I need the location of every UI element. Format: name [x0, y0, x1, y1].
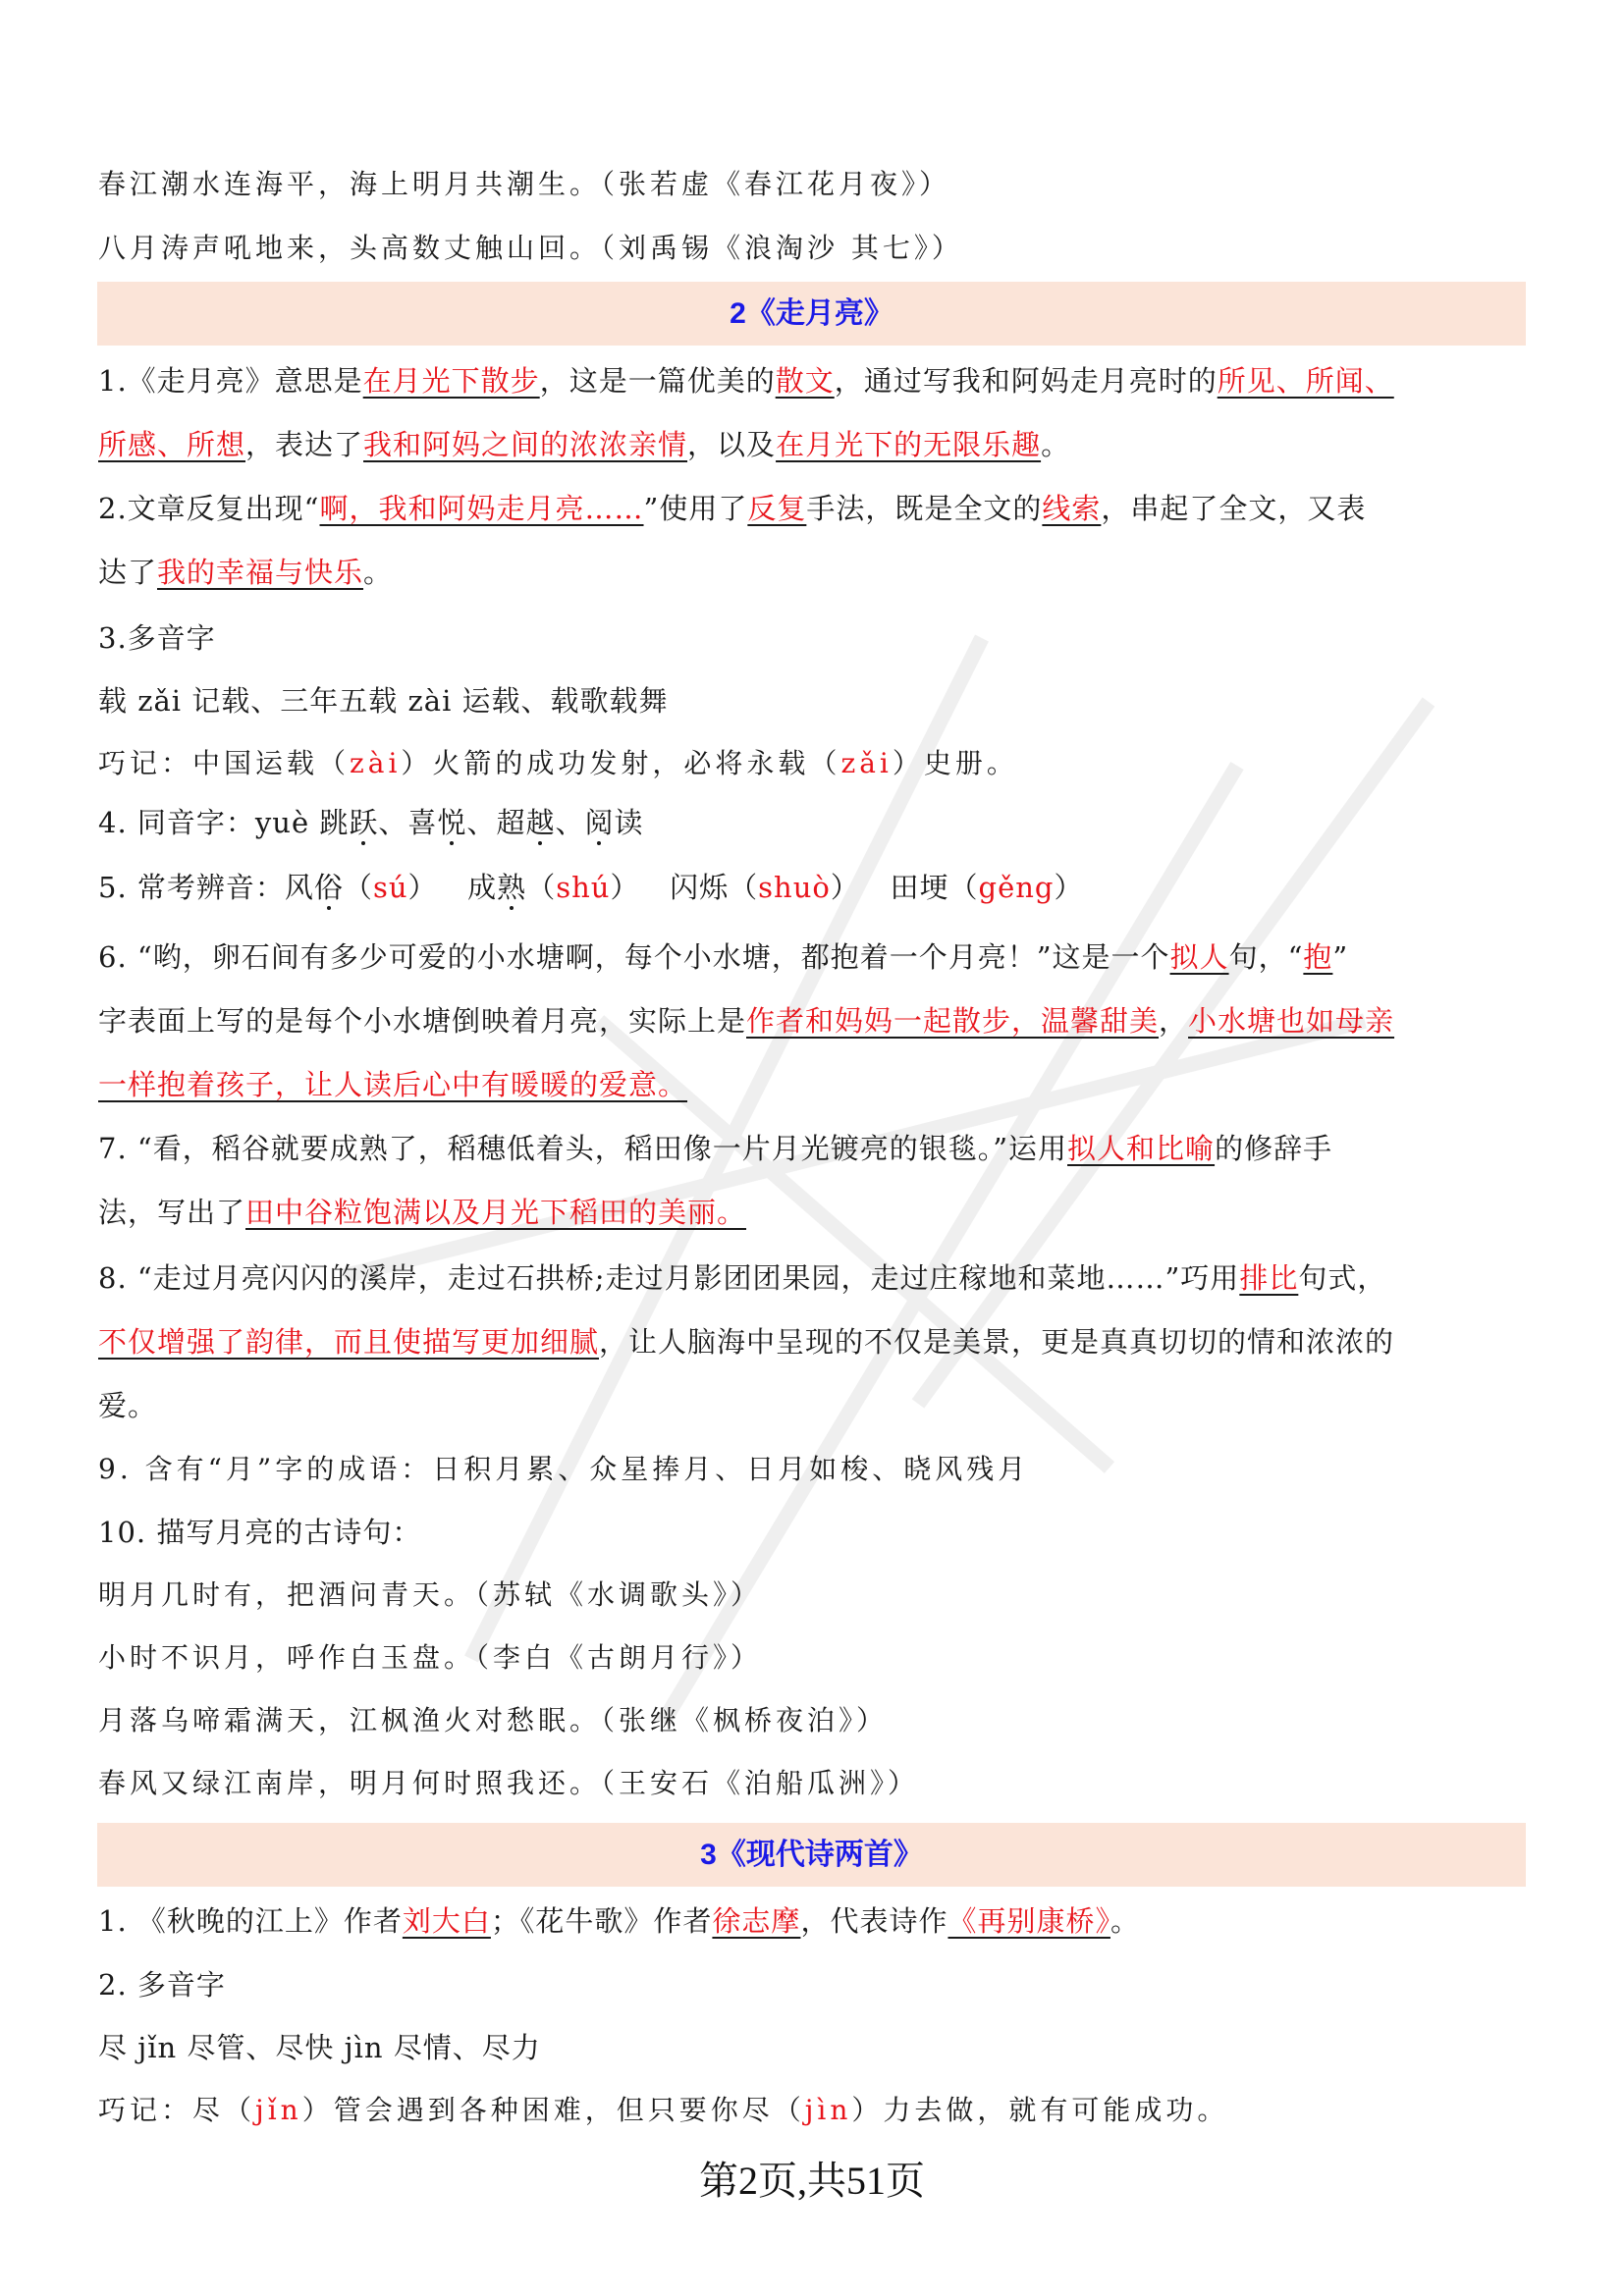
- answer: 反复: [747, 492, 807, 525]
- answer: 小水塘也如母亲: [1188, 1004, 1395, 1038]
- pinyin: zǎi: [840, 747, 893, 779]
- text: 句，“: [1228, 940, 1304, 974]
- text: 巧记：中国运载（: [98, 747, 351, 779]
- item-3-title: 3.多音字: [98, 621, 216, 655]
- answer: 所感、所想: [98, 428, 246, 461]
- answer: 在月光下散步: [362, 364, 540, 398]
- dotted-char: 俗: [313, 871, 344, 904]
- dotted-char: 阅: [584, 806, 615, 839]
- text: ”使用了: [643, 492, 748, 525]
- text: 闪烁: [670, 871, 730, 904]
- text: 。: [1041, 428, 1071, 461]
- text: 4. 同音字：yuè: [98, 806, 320, 839]
- text: ；《花牛歌》作者: [490, 1904, 713, 1938]
- item-5-pronunciation: 5. 常考辨音：风俗（sú） 成熟（shú） 闪烁（shuò） 田埂（gěng）: [98, 871, 1084, 904]
- item-2-line-2: [98, 553, 1532, 592]
- pinyin: jìn: [804, 2094, 852, 2126]
- dotted-char: 悦: [437, 806, 467, 839]
- text: ，这是一篇优美的: [539, 364, 776, 398]
- pinyin: gěng: [978, 871, 1055, 904]
- pinyin: zài: [350, 747, 402, 779]
- answer: 徐志摩: [712, 1904, 801, 1938]
- text: 读: [614, 806, 644, 839]
- text: ”: [1332, 940, 1349, 974]
- text: 。: [1110, 1904, 1140, 1938]
- item-8-line-1: [98, 1258, 1532, 1298]
- dotted-char: 越: [525, 806, 556, 839]
- text: ，: [1159, 1004, 1189, 1038]
- text: 跳: [319, 806, 350, 839]
- answer: 拟人: [1169, 940, 1229, 974]
- answer: 一样抱着孩子，让人读后心中有暖暖的爱意。: [98, 1068, 688, 1101]
- text: 7. “看，稻谷就要成熟了，稻穗低着头，稻田像一片月光镀亮的银毯。”运用: [98, 1132, 1068, 1165]
- item-2-line-1: [98, 489, 1532, 528]
- page-number: 第2页,共51页: [699, 2159, 925, 2203]
- moon-poem: 小时不识月，呼作白玉盘。（李白《古朗月行》）: [98, 1641, 763, 1674]
- item-6-line-3: [98, 1065, 1532, 1104]
- answer: 刘大白: [402, 1904, 491, 1938]
- text: 5. 常考辨音：: [98, 871, 285, 904]
- pinyin: shú: [556, 871, 611, 904]
- answer: 作者和妈妈一起散步，温馨甜美: [746, 1004, 1160, 1038]
- moon-poem: 春风又绿江南岸，明月何时照我还。（王安石《泊船瓜洲》）: [98, 1767, 920, 1799]
- text: 句式，: [1298, 1261, 1387, 1295]
- text: ）火箭的成功发射，必将永载（: [401, 747, 841, 779]
- item-6-line-2: [98, 1001, 1532, 1041]
- item-7-line-1: [98, 1129, 1532, 1168]
- answer: 散文: [775, 364, 835, 398]
- pinyin: jǐn: [255, 2094, 302, 2126]
- text: 的修辞手: [1215, 1132, 1333, 1165]
- s3-item-2-title: 2. 多音字: [98, 1968, 226, 2002]
- answer: 排比: [1239, 1261, 1299, 1295]
- poem-line: 八月涛声吼地来，头高数丈触山回。（刘禹锡《浪淘沙 其七》）: [98, 232, 963, 264]
- answer: 田中谷粒饱满以及月光下稻田的美丽。: [245, 1196, 747, 1229]
- item-1-line-1: [98, 361, 1532, 400]
- dotted-char: 跃: [349, 806, 379, 839]
- text: 田埂: [890, 871, 949, 904]
- item-10-title: 10. 描写月亮的古诗句：: [98, 1516, 422, 1549]
- moon-poem: 月落乌啼霜满天，江枫渔火对愁眠。（张继《枫桥夜泊》）: [98, 1704, 889, 1736]
- answer: 啊，我和阿妈走月亮……: [319, 492, 644, 525]
- item-7-line-2: [98, 1193, 1532, 1232]
- text: ，表达了: [245, 428, 364, 461]
- answer: 抱: [1303, 940, 1333, 974]
- item-9-idioms: 9. 含有“月”字的成语：日积月累、众星捧月、日月如梭、晓风残月: [98, 1453, 1030, 1485]
- answer: 在月光下的无限乐趣: [776, 428, 1042, 461]
- text: ，串起了全文，又表: [1101, 492, 1367, 525]
- moon-poem: 明月几时有，把酒问青天。（苏轼《水调歌头》）: [98, 1578, 763, 1611]
- item-1-line-2: [98, 425, 1532, 464]
- text: 法，写出了: [98, 1196, 246, 1229]
- text: 超: [496, 806, 526, 839]
- text: ）史册。: [892, 747, 1018, 779]
- text: 6. “哟，卵石间有多少可爱的小水塘啊，每个小水塘，都抱着一个月亮！”这是一个: [98, 940, 1170, 974]
- text: 成: [467, 871, 498, 904]
- item-3-tip: [98, 744, 1532, 783]
- item-6-line-1: [98, 937, 1532, 977]
- text: ）管会遇到各种困难，但只要你尽（: [301, 2094, 805, 2126]
- answer: 我的幸福与快乐: [157, 556, 364, 589]
- section-header-3: 3《现代诗两首》: [97, 1823, 1526, 1887]
- text: 达了: [98, 556, 158, 589]
- text: 2.文章反复出现“: [98, 492, 320, 525]
- item-8-line-2: [98, 1322, 1532, 1362]
- item-4-homophones: [98, 803, 1532, 842]
- s3-item-2-polyphone: 尽 jǐn 尽管、尽快 jìn 尽情、尽力: [98, 2031, 541, 2064]
- text: ）力去做，就有可能成功。: [851, 2094, 1229, 2126]
- item-8-line-3: 爱。: [98, 1389, 158, 1422]
- answer: 拟人和比喻: [1067, 1132, 1216, 1165]
- item-3-polyphone: 载 zǎi 记载、三年五载 zài 运载、载歌载舞: [98, 684, 669, 718]
- text: 。: [363, 556, 394, 589]
- text: 1. 《秋晚的江上》作者: [98, 1904, 403, 1938]
- answer: 《再别康桥》: [947, 1904, 1110, 1938]
- answer: 不仅增强了韵律，而且使描写更加细腻: [98, 1325, 600, 1359]
- text: 1.《走月亮》意思是: [98, 364, 363, 398]
- text: 喜: [407, 806, 438, 839]
- text: 、: [555, 806, 585, 839]
- text: 巧记：尽（: [98, 2094, 256, 2126]
- answer: 线索: [1042, 492, 1102, 525]
- text: 、: [378, 806, 408, 839]
- pinyin: shuò: [758, 871, 831, 904]
- text: 8. “走过月亮闪闪的溪岸，走过石拱桥;走过月影团团果园，走过庄稼地和菜地……”巧用: [98, 1261, 1240, 1295]
- s3-item-2-tip: [98, 2091, 1532, 2130]
- pinyin: sú: [372, 871, 408, 904]
- answer: 我和阿妈之间的浓浓亲情: [363, 428, 688, 461]
- s3-item-1: [98, 1901, 1532, 1941]
- text: ，让人脑海中呈现的不仅是美景，更是真真切切的情和浓浓的: [599, 1325, 1395, 1359]
- text: 、: [466, 806, 497, 839]
- answer: 所见、所闻、: [1217, 364, 1394, 398]
- text: ，以及: [687, 428, 777, 461]
- text: 字表面上写的是每个小水塘倒映着月亮，实际上是: [98, 1004, 747, 1038]
- text: 手法，既是全文的: [806, 492, 1043, 525]
- poem-line: 春江潮水连海平，海上明月共潮生。（张若虚《春江花月夜》）: [98, 168, 951, 200]
- text: 风: [284, 871, 314, 904]
- text: ，通过写我和阿妈走月亮时的: [834, 364, 1218, 398]
- dotted-char: 熟: [497, 871, 527, 904]
- section-header-2: 2《走月亮》: [97, 282, 1526, 346]
- text: ，代表诗作: [800, 1904, 948, 1938]
